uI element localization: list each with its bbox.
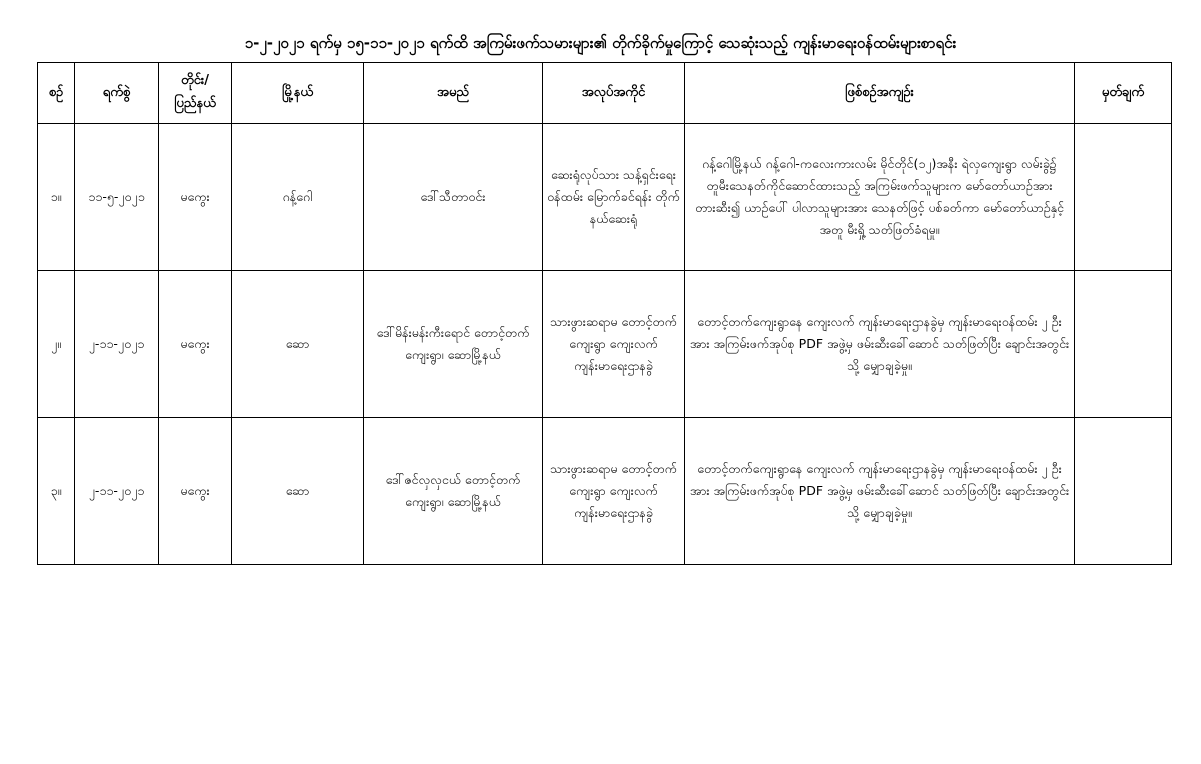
row-date: ၁၁-၅-၂၀၂၁: [75, 124, 159, 271]
row-region: မကွေး: [159, 418, 232, 565]
row-region: မကွေး: [159, 124, 232, 271]
row-position: သားဖွားဆရာမ တောင့်တက် ကျေးရွာ ကျေးလက် ကျန်းမာရေးဌာနခွဲ: [543, 418, 685, 565]
row-township: ဆော: [232, 418, 364, 565]
table-header-row: [38, 63, 1172, 124]
row-no: ၂။: [38, 271, 75, 418]
row-township: ဂန့်ဂေါ: [232, 124, 364, 271]
header-date: ရက်စွဲ: [75, 63, 159, 124]
row-details: တောင့်တက်ကျေးရွာနေ ကျေးလက် ကျန်းမာရေးဌာနခွဲမှ ကျန်းမာရေးဝန်ထမ်း ၂ ဦးအား အကြမ်းဖက်အုပ်စု PDF အဖွဲ့မှ ဖမ်းဆီးခေါ်ဆောင် သတ်ဖြတ်ပြီး ချောင်းအတွင်းသို့ မျှောချခဲ့မှု။: [685, 271, 1075, 418]
row-date: ၂-၁၁-၂၀၂၁: [75, 271, 159, 418]
header-no: စဉ်: [38, 63, 75, 124]
row-region: မကွေး: [159, 271, 232, 418]
header-name: အမည်: [364, 63, 543, 124]
row-remarks: [1075, 418, 1172, 565]
table-row: [38, 124, 1172, 271]
casualty-table: [37, 62, 1172, 565]
row-no: ၃။: [38, 418, 75, 565]
table-row: [38, 418, 1172, 565]
row-remarks: [1075, 271, 1172, 418]
row-position: ဆေးရုံလုပ်သား သန့်ရှင်းရေး ဝန်ထမ်း မြောက်ခင်ရန်း တိုက်နယ်ဆေးရုံ: [543, 124, 685, 271]
row-remarks: [1075, 124, 1172, 271]
header-position: အလုပ်အကိုင်: [543, 63, 685, 124]
table-row: [38, 271, 1172, 418]
row-details: ဂန့်ဂေါမြို့နယ် ဂန့်ဂေါ-ကလေးကားလမ်း မိုင်တိုင်(၁၂)အနီး ရဲလှကျေးရွာ လမ်းခွဲ၌ တူမီးသေနတ်ကိုင်ဆောင်ထားသည့် အကြမ်းဖက်သူများက မော်တော်ယာဉ်အား တားဆီး၍ ယာဉ်ပေါ် ပါလာသူများအား သေနတ်ဖြင့် ပစ်ခတ်ကာ မော်တော်ယာဉ်နှင့်အတူ မီးရှို့ သတ်ဖြတ်ခံရမှု။: [685, 124, 1075, 271]
row-township: ဆော: [232, 271, 364, 418]
row-details: တောင့်တက်ကျေးရွာနေ ကျေးလက် ကျန်းမာရေးဌာနခွဲမှ ကျန်းမာရေးဝန်ထမ်း ၂ ဦးအား အကြမ်းဖက်အုပ်စု PDF အဖွဲ့မှ ဖမ်းဆီးခေါ်ဆောင် သတ်ဖြတ်ပြီး ချောင်းအတွင်းသို့ မျှောချခဲ့မှု။: [685, 418, 1075, 565]
header-details: ဖြစ်စဉ်အကျဉ်း: [685, 63, 1075, 124]
row-position: သားဖွားဆရာမ တောင့်တက် ကျေးရွာ ကျေးလက် ကျန်းမာရေးဌာနခွဲ: [543, 271, 685, 418]
header-region: တိုင်း/ ပြည်နယ်: [159, 63, 232, 124]
row-date: ၂-၁၁-၂၀၂၁: [75, 418, 159, 565]
row-no: ၁။: [38, 124, 75, 271]
row-name: ဒေါ်သီတာဝင်း: [364, 124, 543, 271]
row-name: ဒေါ်မိန်းမန်းကီးရောင် တောင့်တက်ကျေးရွာ၊ ဆောမြို့နယ်: [364, 271, 543, 418]
header-remarks: မှတ်ချက်: [1075, 63, 1172, 124]
header-township: မြို့နယ်: [232, 63, 364, 124]
row-name: ဒေါ်ဇင်လှလှငယ် တောင့်တက်ကျေးရွာ၊ ဆောမြို့နယ်: [364, 418, 543, 565]
document-title: ၁-၂-၂၀၂၁ ရက်မှ ၁၅-၁၁-၂၀၂၁ ရက်ထိ အကြမ်းဖက်သမားများ၏ တိုက်ခိုက်မှုကြောင့် သေဆုံးသည့် ကျန်းမာရေးဝန်ထမ်းများစာရင်း: [244, 34, 957, 52]
